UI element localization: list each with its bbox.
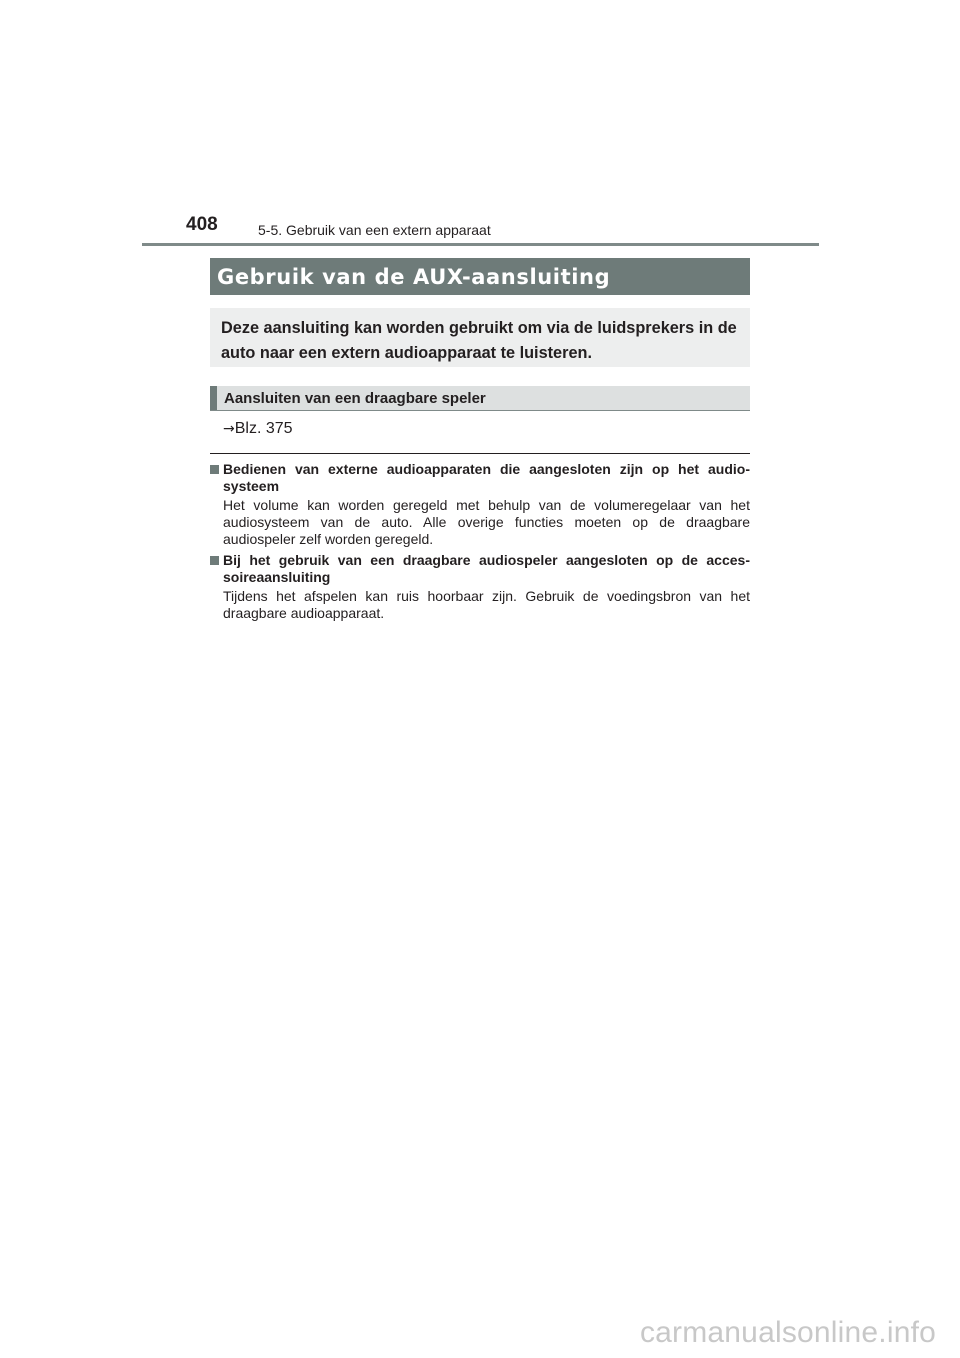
watermark: carmanualsonline.info xyxy=(639,1316,936,1349)
square-bullet-icon xyxy=(210,465,219,474)
subsection-header xyxy=(210,386,750,411)
page-title-bar xyxy=(210,258,750,295)
notes-section xyxy=(210,461,750,626)
subsection-accent xyxy=(210,386,217,410)
page-number: 408 xyxy=(186,214,218,235)
note-title-text: Bij het gebruik van een draagbare audiospeler aangesloten op de acces-soireaansluiting xyxy=(223,552,750,585)
page-title: Gebruik van de AUX-aansluiting xyxy=(217,264,611,289)
section-header: 5-5. Gebruik van een extern apparaat xyxy=(258,222,491,238)
header-divider xyxy=(142,243,819,246)
note-body: Tijdens het afspelen kan ruis hoorbaar zijn. Gebruik de voedingsbron van het draagbare audioapparaat. xyxy=(223,588,750,621)
note-item xyxy=(210,461,750,548)
note-item xyxy=(210,552,750,622)
subsection-title: Aansluiten van een draagbare speler xyxy=(224,389,486,407)
page-reference xyxy=(223,420,293,438)
intro-text: Deze aansluiting kan worden gebruikt om via de luidsprekers in de auto naar een extern audioapparaat te luisteren. xyxy=(221,319,737,362)
square-bullet-icon xyxy=(210,556,219,565)
note-title-text: Bedienen van externe audioapparaten die aangesloten zijn op het audio-systeem xyxy=(223,461,750,494)
intro-box xyxy=(210,308,750,367)
note-title xyxy=(210,461,750,495)
note-body: Het volume kan worden geregeld met behulp van de volumeregelaar van het audiosysteem van de auto. Alle overige functies moeten op de draagbare audiospeler zelf worden geregeld. xyxy=(223,497,750,547)
page-reference-link[interactable]: Blz. 375 xyxy=(234,420,293,437)
arrow-right-icon: → xyxy=(223,421,235,437)
notes-divider xyxy=(210,453,750,454)
note-title xyxy=(210,552,750,586)
